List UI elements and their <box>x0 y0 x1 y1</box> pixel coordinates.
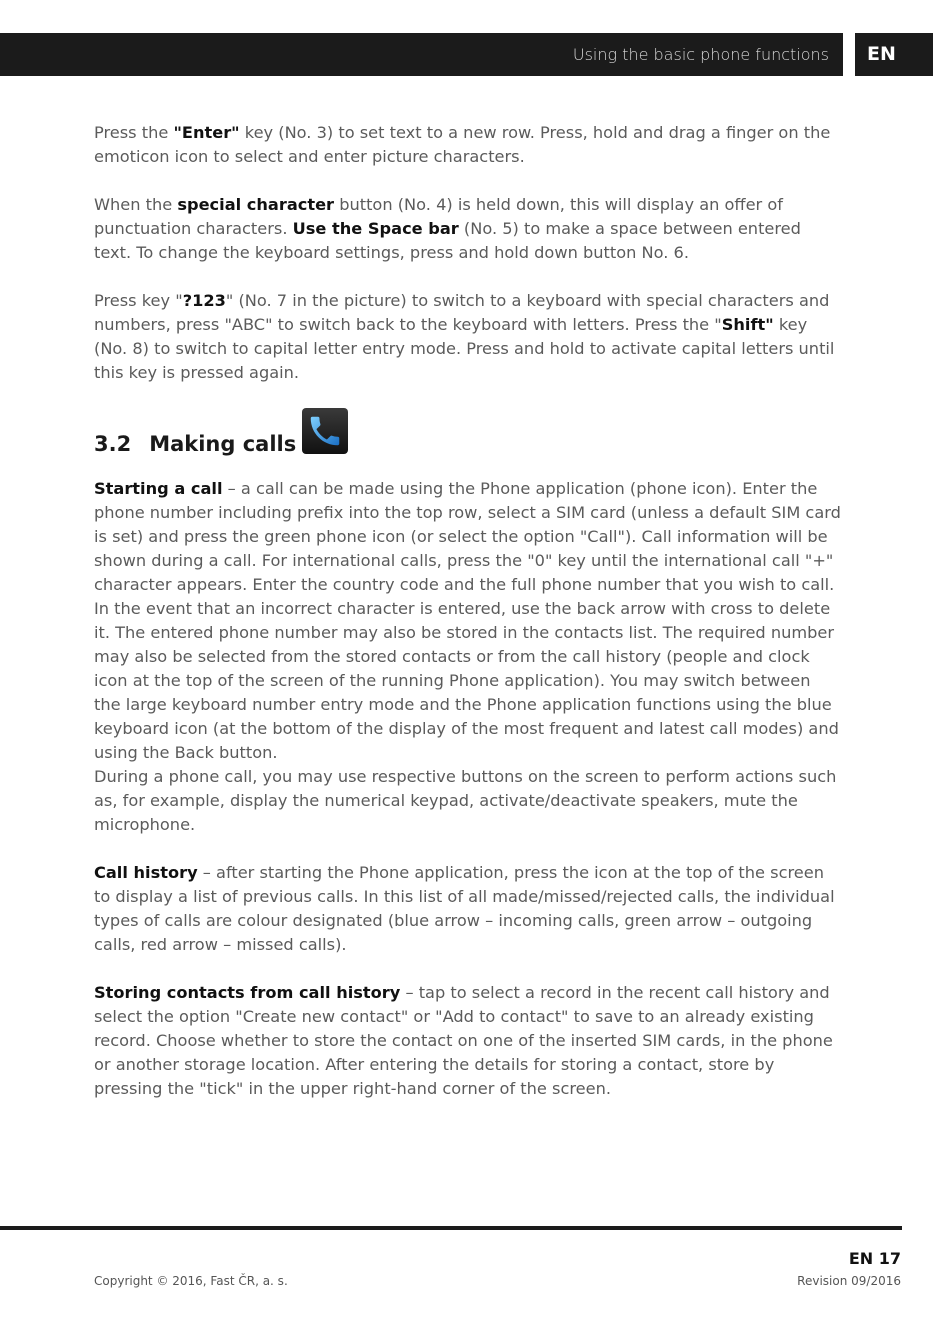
paragraph-during-call: During a phone call, you may use respective buttons on the screen to perform actions such as, for example, display the numerical keypad, activate/deactivate speakers, mute the microphone. <box>94 767 837 834</box>
paragraph-123-key: Press key "?123" (No. 7 in the picture) to switch to a keyboard with special characters and numbers, press "ABC" to switch back to the keyboard with letters. Press the "Shift" key (No. 8) to switch to capital letter entry mode. Press and hold to activate capital letters until this key is pressed again. <box>94 291 835 382</box>
section-title: Making calls <box>149 432 297 456</box>
language-badge: EN <box>855 33 933 76</box>
paragraph-incorrect-character: In the event that an incorrect character is entered, use the back arrow with cross to delete it. The entered phone number may also be stored in the contacts list. The required number may also be selected from the stored contacts or from the call history (people and clock icon at the top of the screen of the running Phone application). You may switch between the large keyboard number entry mode and the Phone application functions using the blue keyboard icon (at the bottom of the display of the most frequent and latest call modes) and using the Back button. <box>94 599 839 762</box>
footer-rule <box>0 1226 902 1230</box>
header-title: Using the basic phone functions <box>572 45 829 64</box>
section-heading <box>94 404 348 456</box>
paragraph-special-character: When the special character button (No. 4) is held down, this will display an offer of punctuation characters. Use the Space bar (No. 5) to make a space between entered text. To change the keyboard settings, press and hold down button No. 6. <box>94 195 801 262</box>
paragraph-starting-call: Starting a call – a call can be made using the Phone application (phone icon). Enter the phone number including prefix into the top row, select a SIM card (unless a default SIM card is set) and press the green phone icon (or select the option "Call"). Call information will be shown during a call. For international calls, press the "0" key until the international call "+" character appears. Enter the country code and the full phone number that you wish to call. <box>94 479 841 594</box>
calls-text <box>94 477 842 1101</box>
paragraph-storing-contacts: Storing contacts from call history – tap to select a record in the recent call history and select the option "Create new contact" or "Add to contact" to save to an already existing record. Choose whether to store the contact on one of the inserted SIM cards, in the phone or another storage location. After entering the details for storing a contact, store by pressing the "tick" in the upper right-hand corner of the screen. <box>94 983 833 1098</box>
paragraph-enter: Press the "Enter" key (No. 3) to set text to a new row. Press, hold and drag a finger on the emoticon icon to select and enter picture characters. <box>94 123 831 166</box>
paragraph-call-history: Call history – after starting the Phone application, press the icon at the top of the screen to display a list of previous calls. In this list of all made/missed/rejected calls, the individual types of calls are colour designated (blue arrow – incoming calls, green arrow – outgoing calls, red arrow – missed calls). <box>94 863 835 954</box>
revision: Revision 09/2016 <box>797 1274 901 1288</box>
header-bar <box>0 33 843 76</box>
phone-icon <box>302 408 348 454</box>
copyright: Copyright © 2016, Fast ČR, a. s. <box>94 1274 288 1288</box>
section-number: 3.2 <box>94 432 132 456</box>
page-number: EN 17 <box>848 1249 901 1268</box>
intro-text <box>94 121 842 385</box>
